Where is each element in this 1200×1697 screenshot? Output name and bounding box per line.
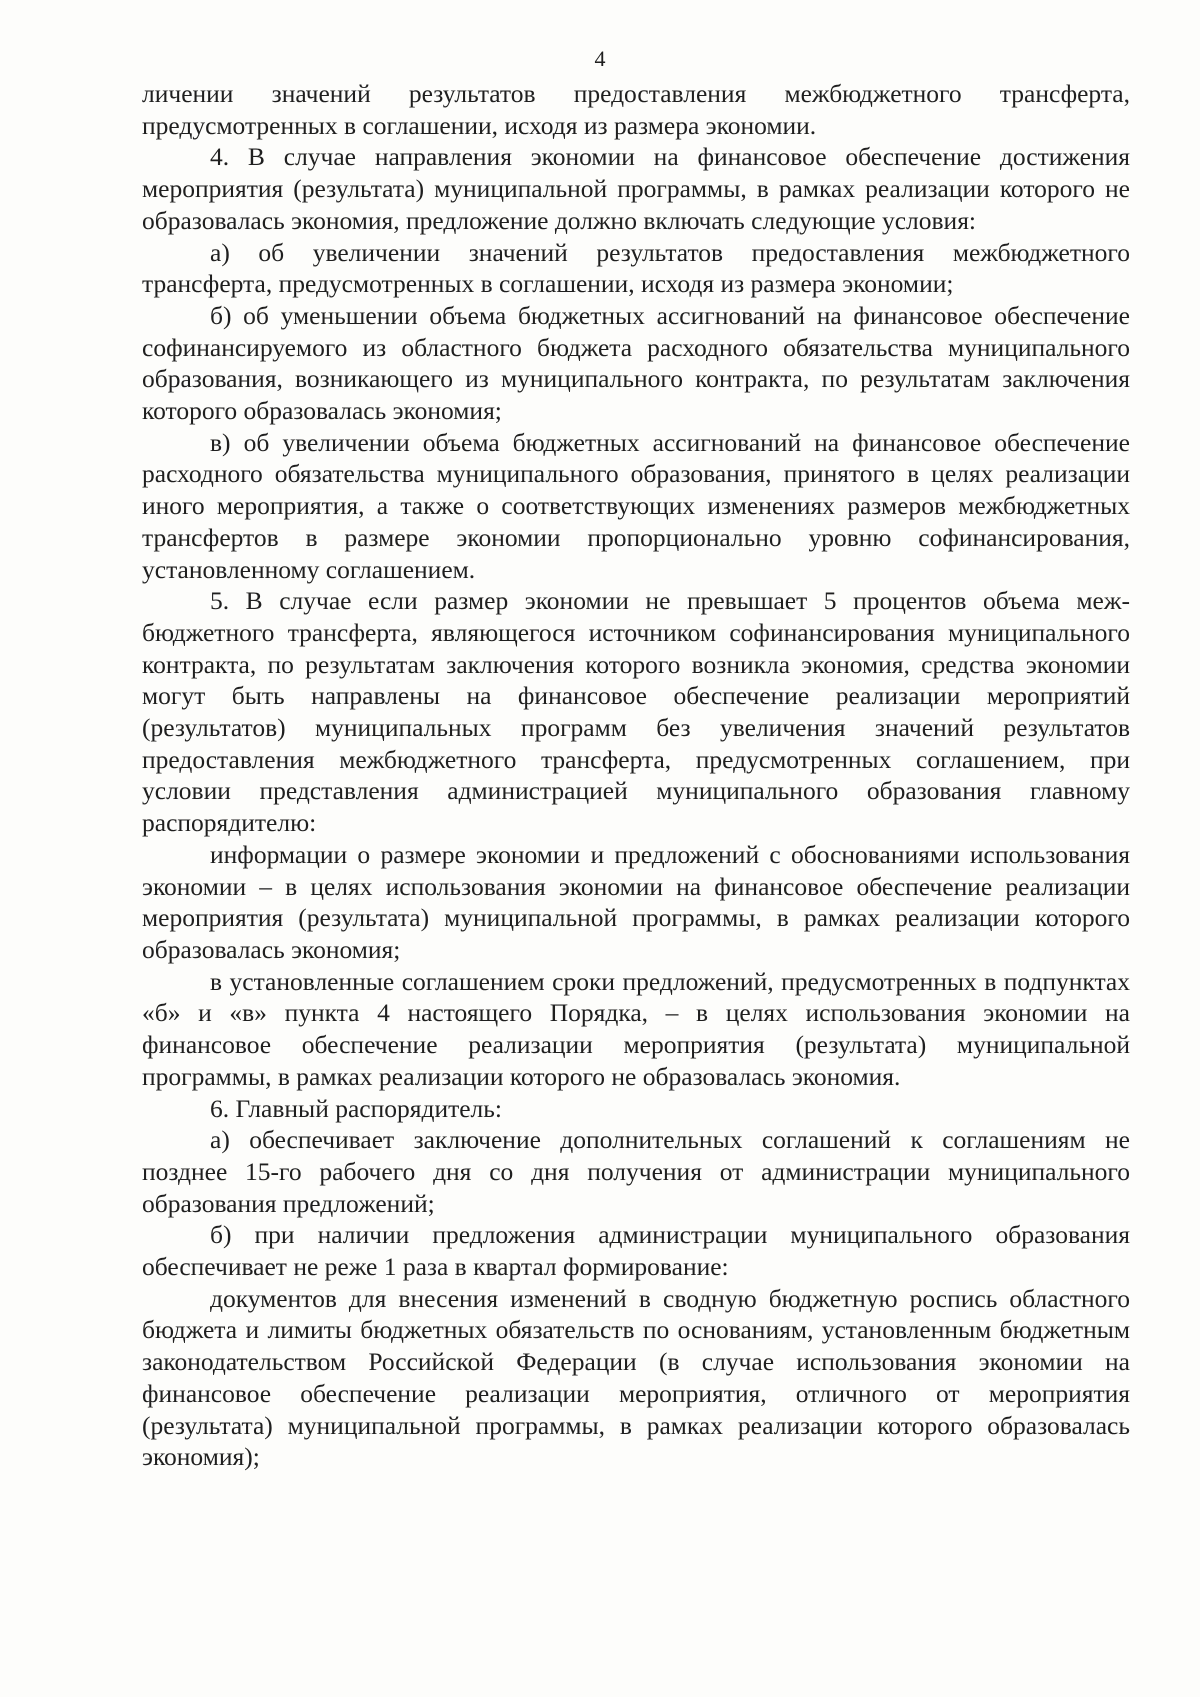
paragraph: 4. В случае направления экономии на финансовое обеспечение достижения мероприятия (результата) муниципальной программы, в рамках реализации которого не образовалась экономия, предложение должно включать следующие условия: xyxy=(142,142,1130,235)
paragraph: 6. Главный распорядитель: xyxy=(210,1093,502,1123)
paragraph: в установленные соглашением сроки предложений, предусмотренных в подпунктах «б» и «в» пункта 4 настоящего Порядка, – в целях использования экономии на финансовое обеспечение реализации мероприятия (результата) муниципальной программы, в рамках реализации которого не образовалась экономия. xyxy=(142,966,1130,1091)
paragraph: документов для внесения изменений в сводную бюджетную роспись областного бюджета и лимиты бюджетных обязательств по основаниям, установленным бюджетным законодательством Российской Федерации (в случае использования экономии на финансовое обеспечение реализации мероприятия, отличного от мероприятия (результата) муниципальной программы, в рамках реализации которого образовалась экономия); xyxy=(142,1283,1130,1472)
paragraph: б) при наличии предложения администрации муниципального образования обеспечивает не реже 1 раза в квартал формирование: xyxy=(142,1220,1130,1282)
page-number: 4 xyxy=(594,46,606,71)
paragraph: личении значений результатов предоставления межбюджетного трансферта, предусмотренных в соглашении, исходя из размера экономии. xyxy=(142,79,1130,140)
paragraph: б) об уменьшении объема бюджетных ассигнований на финансовое обеспечение софинансируемого из областного бюджета расходного обязательства муниципального образования, возникающего из муниципального контракта, по результатам заключения которого образовалась экономия; xyxy=(142,300,1130,426)
paragraph: 5. В случае если размер экономии не превышает 5 процентов объема межбюджетного трансферта, являющегося источником софинансирования муниципального контракта, по результатам заключения которого возникла экономия, средства экономии могут быть направлены на финансовое обеспечение реализации мероприятий (результатов) муниципальных программ без увеличения значений результатов предоставления межбюджетного трансферта, предусмотренных соглашением, при условии представления администрацией муниципального образования главному распорядителю: xyxy=(142,586,1130,838)
document-body xyxy=(142,78,1130,1473)
paragraph: в) об увеличении объема бюджетных ассигнований на финансовое обеспечение расходного обязательства муниципального образования, принятого в целях реализации иного мероприятия, а также о соответствующих изменениях размеров межбюджетных трансфертов в размере экономии пропорционально уровню софинансирования, установленному соглашением. xyxy=(142,427,1130,584)
paragraph: а) обеспечивает заключение дополнительных соглашений к соглашениям не позднее 15-го рабочего дня со дня получения от администрации муниципального образования предложений; xyxy=(142,1125,1130,1218)
paragraph: а) об увеличении значений результатов предоставления межбюджетного трансферта, предусмотренных в соглашении, исходя из размера экономии; xyxy=(142,237,1130,299)
paragraph: информации о размере экономии и предложений с обоснованиями использования экономии – в целях использования экономии на финансовое обеспечение реализации мероприятия (результата) муниципальной программы, в рамках реализации которого образовалась экономия; xyxy=(142,839,1130,964)
